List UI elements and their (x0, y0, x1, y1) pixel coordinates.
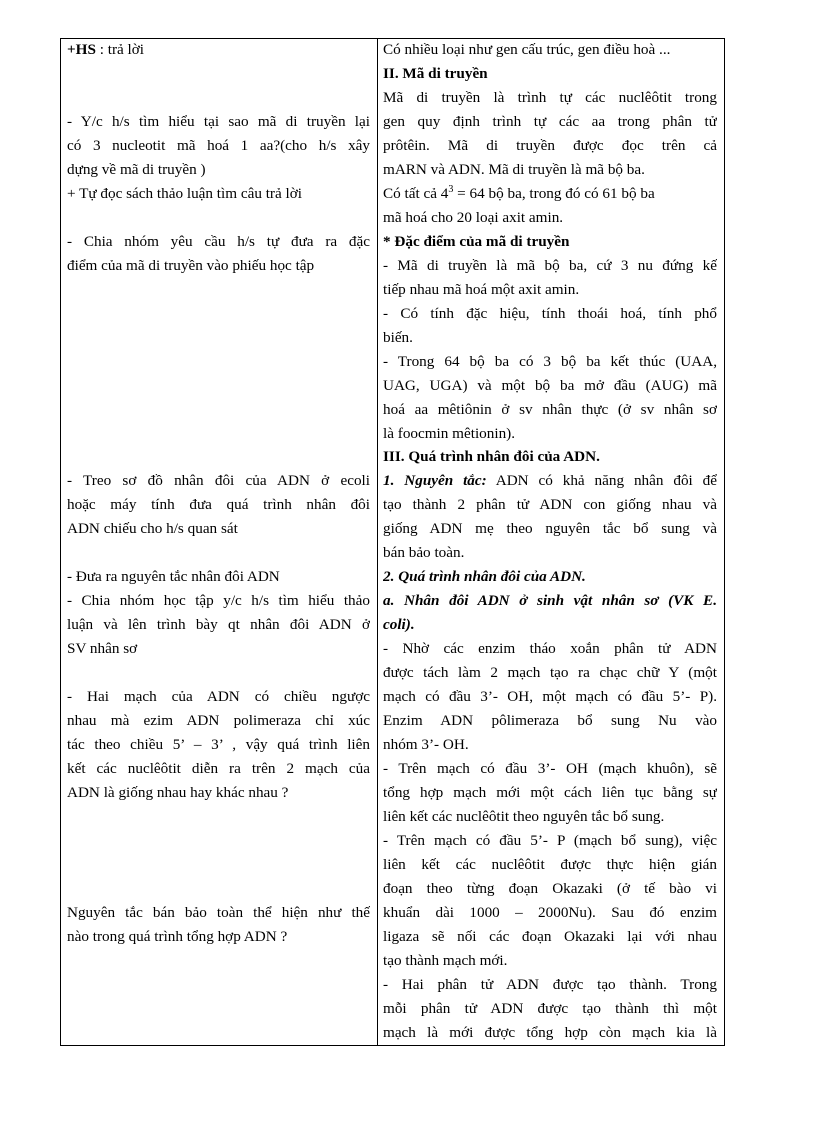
paragraph-line: ligaza sẽ nối các đoạn Okazaki lại với nhau (383, 928, 717, 945)
count-text-b: = 64 bộ ba, trong đó có 61 bộ ba (453, 185, 655, 202)
section-heading: 2. Quá trình nhân đôi của ADN. (383, 568, 586, 585)
exponent: 3 (448, 184, 454, 195)
paragraph-line: bán bảo toàn. (383, 544, 465, 561)
paragraph-line: liên kết các nuclêôtit được thực hiện gián (383, 856, 717, 873)
paragraph-line: - Trên mạch có đầu 3’- OH (mạch khuôn), sẽ (383, 760, 717, 777)
paragraph-line: biến. (383, 329, 413, 346)
question-line: kết các nuclêôtit diễn ra trên 2 mạch của (67, 760, 370, 777)
table-row (61, 39, 725, 1046)
section-heading: coli). (383, 616, 415, 633)
intro-line: Có nhiều loại như gen cấu trúc, gen điều hoà ... (383, 41, 671, 58)
lesson-table (60, 38, 725, 1046)
section-heading: a. Nhân đôi ADN ở sinh vật nhân sơ (VK E. (383, 592, 717, 609)
question-line: luận và lên trình bày qt nhân đôi ADN ở (67, 616, 370, 633)
paragraph-line: - Hai phân tử ADN được tạo thành. Trong (383, 976, 717, 993)
question-line: - Treo sơ đồ nhân đôi của ADN ở ecoli (67, 472, 370, 489)
content-column (378, 39, 725, 1046)
question-line: tác theo chiều 5’ – 3’ , vậy quá trình liên (67, 736, 370, 753)
paragraph-line: tạo thành 2 phân tử ADN con giống nhau và (383, 496, 717, 513)
question-line: có 3 nucleotit mã hoá 1 aa?(cho h/s xây (67, 137, 370, 154)
hs-label: +HS (67, 41, 96, 58)
paragraph-line: nhóm 3’- OH. (383, 736, 469, 753)
paragraph-line: - Có tính đặc hiệu, tính thoái hoá, tính phổ (383, 305, 717, 322)
paragraph-line: tạo thành mạch mới. (383, 952, 508, 969)
paragraph-line: mã hoá cho 20 loại axit amin. (383, 209, 564, 226)
paragraph-line: đoạn theo từng đoạn Okazaki (ở tế bào vi (383, 880, 717, 897)
question-line: điểm của mã di truyền vào phiếu học tập (67, 257, 315, 274)
paragraph-line (383, 184, 717, 204)
hs-text: : trả lời (95, 41, 145, 58)
question-line: hoặc máy tính đưa quá trình nhân đôi (67, 496, 370, 513)
paragraph-line: mỗi phân tử ADN được tạo thành thì một (383, 1000, 717, 1017)
paragraph-line: tổng hợp mạch mới một cách liên tục bằng sự (383, 784, 717, 801)
section-heading: * Đặc điểm của mã di truyền (383, 233, 570, 250)
paragraph-line: mạch có đầu 3’- OH, một mạch có đầu 5’- P). (383, 688, 717, 705)
paragraph-line: được tách làm 2 mạch tạo ra chạc chữ Y (một (383, 664, 717, 681)
question-line: + Tự đọc sách thảo luận tìm câu trả lời (67, 185, 302, 202)
principle-label: 1. Nguyên tắc: (383, 472, 487, 489)
question-line: ADN là giống nhau hay khác nhau ? (67, 784, 289, 801)
question-line: SV nhân sơ (67, 640, 138, 657)
question-line: nhau mà ezim ADN polimeraza chỉ xúc (67, 712, 370, 729)
paragraph-line: khuẩn dài 1000 – 2000Nu). Sau đó enzim (383, 904, 717, 921)
paragraph-line (383, 471, 717, 491)
paragraph-line: mARN và ADN. Mã di truyền là mã bộ ba. (383, 161, 645, 178)
paragraph-line: hoá aa mêtiônin ở sv nhân thực (ở sv nhân sơ (383, 401, 717, 418)
paragraph-line: Mã di truyền là trình tự các nuclêôtit trong (383, 89, 717, 106)
student-answer-line (67, 40, 370, 60)
paragraph-line: - Trên mạch có đầu 5’- P (mạch bổ sung), việc (383, 832, 717, 849)
question-line: Nguyên tắc bán bảo toàn thể hiện như thế (67, 904, 370, 921)
paragraph-line: - Trong 64 bộ ba có 3 bộ ba kết thúc (UAA, (383, 353, 717, 370)
paragraph-line: - Mã di truyền là mã bộ ba, cứ 3 nu đứng kế (383, 257, 717, 274)
paragraph-line: liên kết các nuclêôtit theo nguyên tắc bổ sung. (383, 808, 665, 825)
paragraph-line: UAG, UGA) và một bộ ba mở đầu (AUG) mã (383, 377, 717, 394)
section-heading: III. Quá trình nhân đôi của ADN. (383, 448, 600, 465)
paragraph-line: Enzim ADN pôlimeraza bổ sung Nu vào (383, 712, 717, 729)
question-line: - Y/c h/s tìm hiểu tại sao mã di truyền lại (67, 113, 370, 130)
paragraph-line: gen quy định trình tự các aa trong phân tử (383, 113, 717, 130)
paragraph-line: tiếp nhau mã hoá một axit amin. (383, 281, 580, 298)
paragraph-line: giống ADN mẹ theo nguyên tắc bổ sung và (383, 520, 717, 537)
question-line: - Hai mạch của ADN có chiều ngược (67, 688, 370, 705)
paragraph-line: mạch là mới được tổng hợp còn mạch kia là (383, 1024, 717, 1041)
paragraph-line: prôtêin. Mã di truyền được đọc trên cả (383, 137, 717, 154)
section-heading: II. Mã di truyền (383, 65, 488, 82)
question-line: ADN chiếu cho h/s quan sát (67, 520, 238, 537)
question-line: dựng về mã di truyền ) (67, 161, 206, 178)
principle-text: ADN có khả năng nhân đôi để (486, 472, 717, 489)
paragraph-line: - Nhờ các enzim tháo xoắn phân tử ADN (383, 640, 717, 657)
teacher-activity-column (61, 39, 378, 1046)
question-line: - Chia nhóm học tập y/c h/s tìm hiểu thảo (67, 592, 370, 609)
question-line: nào trong quá trình tổng hợp ADN ? (67, 928, 288, 945)
question-line: - Chia nhóm yêu cầu h/s tự đưa ra đặc (67, 233, 370, 250)
paragraph-line: là foocmin mêtionin). (383, 425, 516, 442)
count-text-a: Có tất cả 4 (383, 185, 449, 202)
question-line: - Đưa ra nguyên tắc nhân đôi ADN (67, 568, 280, 585)
